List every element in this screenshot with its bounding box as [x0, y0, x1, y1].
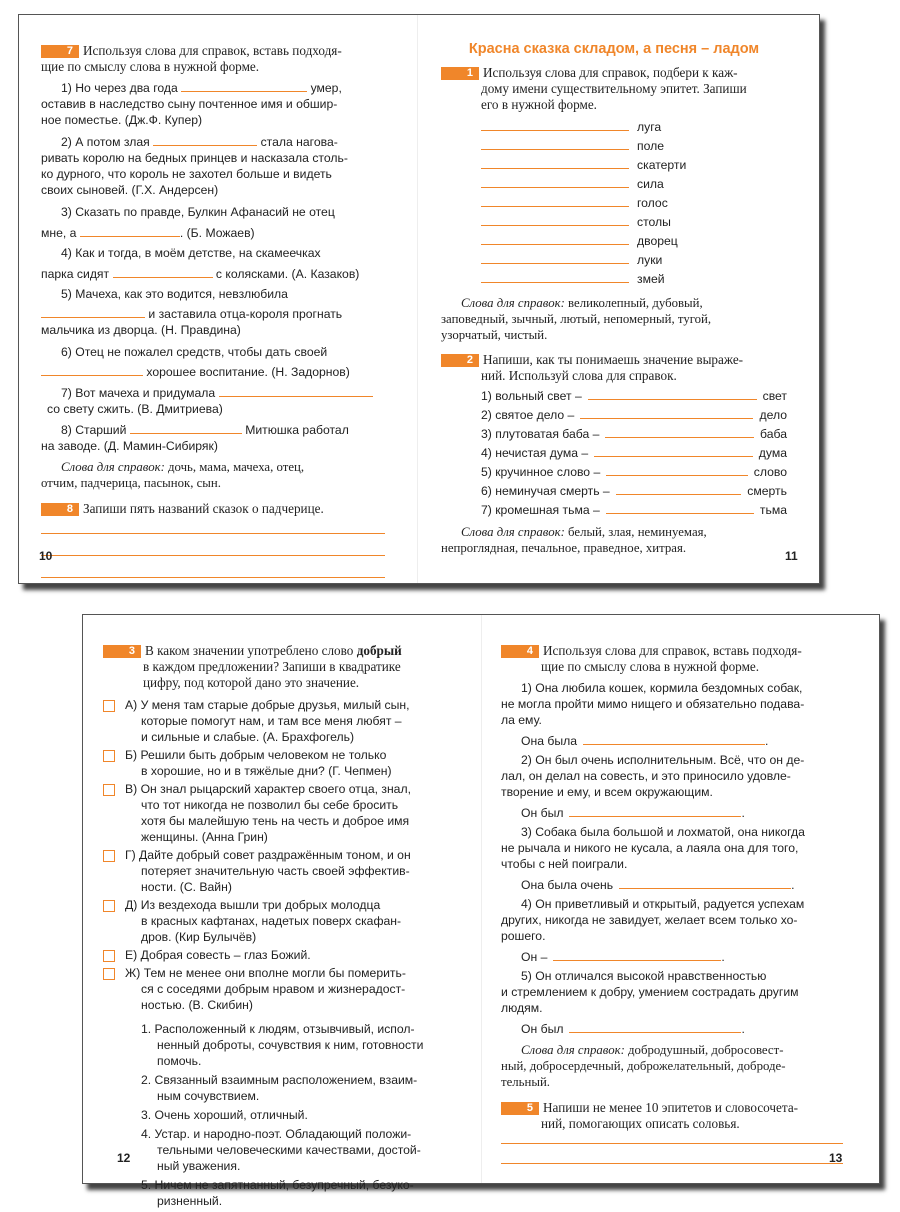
- sentence-line: женщины. (Анна Грин): [141, 830, 268, 844]
- page-12: [83, 615, 481, 1208]
- noun-label: голос: [637, 196, 668, 210]
- phrase-text: 6) неминучая смерть –: [481, 484, 610, 498]
- answer-line[interactable]: [481, 271, 629, 283]
- sentence-line: дров. (Кир Булычёв): [141, 930, 257, 944]
- item-4: 4) Как и тогда, в моём детстве, на скамеечках парка сидят с колясками. (А. Казаков): [41, 246, 360, 281]
- noun-row: [481, 252, 787, 271]
- meaning-item: [141, 1107, 449, 1123]
- noun-row: [481, 214, 787, 233]
- meaning-line: ризненный.: [157, 1194, 223, 1208]
- answer-line[interactable]: [605, 426, 754, 438]
- item-3: 3) Сказать по правде, Булкин Афанасий не отец мне, а . (Б. Можаев): [41, 205, 335, 240]
- gutter: [417, 15, 418, 583]
- answer-prefix: Она была: [521, 734, 578, 748]
- answer-prefix: Она была очень: [521, 878, 614, 892]
- answer-line[interactable]: [588, 388, 757, 400]
- answer-line[interactable]: [153, 134, 257, 146]
- answer-checkbox[interactable]: [103, 950, 115, 962]
- meaning-line: ным сочувствием.: [157, 1089, 260, 1103]
- section-title: Красна сказка складом, а песня – ладом: [468, 41, 760, 57]
- page-10: [19, 15, 417, 583]
- phrase-text: 5) кручинное слово –: [481, 465, 601, 479]
- meaning-item: [141, 1072, 449, 1104]
- page-number: 10: [39, 549, 53, 563]
- phrase-end: тьма: [759, 503, 787, 517]
- answer-line[interactable]: [80, 225, 180, 237]
- sentence-line: Б) Решили быть добрым человеком не только: [125, 748, 387, 762]
- sentence-line: в красных кафтанах, надетых поверх скафан-: [141, 914, 402, 928]
- answer-line[interactable]: [619, 877, 791, 889]
- item-line: 2) Он был очень исполнительным. Всё, что он де-: [521, 753, 805, 767]
- answer-row: [501, 733, 843, 749]
- meaning-item: [141, 1021, 449, 1069]
- phrase-row: [481, 464, 787, 483]
- meaning-line: 1. Расположенный к людям, отзывчивый, испол-: [141, 1022, 415, 1036]
- sentence-item: [103, 781, 449, 845]
- answer-line[interactable]: [616, 483, 742, 495]
- item-6: 6) Отец не пожалел средств, чтобы дать своей хорошее воспитание. (Н. Задорнов): [41, 344, 385, 380]
- answer-line[interactable]: [569, 805, 741, 817]
- phrase-end: дело: [759, 408, 787, 422]
- reference-words: Слова для справок: добродушный, добросовест- ный, добросердечный, доброжелательный, доброде- тельный.: [501, 1043, 786, 1089]
- phrase-text: 3) плутоватая баба –: [481, 427, 600, 441]
- noun-row: [481, 233, 787, 252]
- answer-checkbox[interactable]: [103, 784, 115, 796]
- noun-row: [481, 138, 787, 157]
- answer-checkbox[interactable]: [103, 850, 115, 862]
- noun-label: столы: [637, 215, 671, 229]
- answer-line[interactable]: [481, 119, 629, 131]
- answer-row: [501, 805, 843, 821]
- page-number: 11: [785, 549, 798, 563]
- answer-line[interactable]: [580, 407, 753, 419]
- meaning-line: ненный доброты, сочувствия к ним, готовности: [157, 1038, 424, 1052]
- item-7: 7) Вот мачеха и придумала со свету сжить. (В. Дмитриева): [41, 385, 385, 417]
- answer-line[interactable]: [113, 266, 213, 278]
- item-5: 5) Мачеха, как это водится, невзлюбила и заставила отца-короля прогнать мальчика из дворца. (Н. Правдина): [41, 287, 343, 337]
- phrase-list: [441, 388, 787, 521]
- task-1: 1 Используя слова для справок, подбери к каж- дому имени существительному эпитет. Запиши его в нужной форме.: [441, 65, 787, 113]
- noun-label: поле: [637, 139, 664, 153]
- answer-line[interactable]: [181, 80, 307, 92]
- phrase-text: 2) святое дело –: [481, 408, 575, 422]
- task-3: 3 В каком значении употреблено слово добрый в каждом предложении? Запиши в квадратике цифру, под которой дано это значение.: [103, 643, 449, 691]
- answer-row: [501, 1021, 843, 1037]
- item-line: не рычала и никого не кусала, а лаяла она для того,: [501, 841, 799, 855]
- sentence-item: [103, 897, 449, 945]
- answer-line[interactable]: [569, 1021, 741, 1033]
- answer-checkbox[interactable]: [103, 750, 115, 762]
- writing-line[interactable]: [41, 554, 385, 556]
- answer-prefix: Он был: [521, 1022, 564, 1036]
- exercise-item: [501, 752, 843, 821]
- sentence-line: и сильные и слабые. (А. Брахфогель): [141, 730, 355, 744]
- item-line: и стремлением к добру, умением сострадать другим: [501, 985, 799, 999]
- noun-label: луки: [637, 253, 663, 267]
- answer-line[interactable]: [481, 195, 629, 207]
- spread-pages-12-13: [82, 614, 880, 1208]
- sentence-line: хотя бы малейшую тень на честь и доброе имя: [141, 814, 410, 828]
- sentence-line: потеряет значительную часть своей эффектив-: [141, 864, 410, 878]
- item-1: 1) Но через два года умер, оставив в наследство сыну почтенное имя и обшир- ное поместье. (Дж.Ф. Купер): [41, 81, 342, 127]
- answer-line[interactable]: [481, 233, 629, 245]
- phrase-row: [481, 445, 787, 464]
- answer-line[interactable]: [481, 138, 629, 150]
- sentence-line: которые помогут нам, и там все меня любят –: [141, 714, 402, 728]
- exercise-item: [501, 824, 843, 893]
- sentence-line: ностью. (В. Скибин): [141, 998, 253, 1012]
- spread-pages-10-11: [18, 14, 820, 584]
- meaning-item: [141, 1177, 449, 1209]
- phrase-text: 4) нечистая дума –: [481, 446, 589, 460]
- item-line: 3) Собака была большой и лохматой, она никогда: [521, 825, 805, 839]
- period: .: [721, 950, 725, 964]
- meaning-item: [141, 1126, 449, 1174]
- sentence-line: А) У меня там старые добрые друзья, милый сын,: [125, 698, 410, 712]
- item-8: 8) Старший Митюшка работал на заводе. (Д. Мамин-Сибиряк): [41, 423, 349, 453]
- task-7: 7 Используя слова для справок, вставь подходя- щие по смыслу слова в нужной форме.: [41, 43, 342, 74]
- phrase-end: свет: [762, 389, 787, 403]
- meaning-line: ный уважения.: [157, 1159, 241, 1173]
- exercise-item: [501, 896, 843, 965]
- meaning-line: 5. Ничем не запятнанный, безупречный, безуко-: [141, 1178, 414, 1192]
- task-number: 7: [41, 45, 79, 58]
- noun-label: сила: [637, 177, 664, 191]
- item-line: ла ему.: [501, 713, 542, 727]
- answer-row: [501, 877, 843, 893]
- sentence-line: ся с соседями добрым нравом и жизнерадост-: [141, 982, 406, 996]
- sentence-item: [103, 697, 449, 745]
- period: .: [741, 1022, 745, 1036]
- writing-line[interactable]: [501, 1162, 843, 1164]
- phrase-end: дума: [758, 446, 787, 460]
- noun-row: [481, 119, 787, 138]
- item-line: 1) Она любила кошек, кормила бездомных собак,: [521, 681, 803, 695]
- answer-checkbox[interactable]: [103, 900, 115, 912]
- page-number: 13: [829, 1151, 843, 1165]
- task-4: 4 Используя слова для справок, вставь подходя- щие по смыслу слова в нужной форме.: [501, 643, 843, 675]
- noun-label: змей: [637, 272, 665, 286]
- noun-label: луга: [637, 120, 662, 134]
- sentence-line: ности. (С. Вайн): [141, 880, 232, 894]
- phrase-end: слово: [753, 465, 787, 479]
- answer-prefix: Он был: [521, 806, 564, 820]
- noun-list: [441, 119, 787, 290]
- page-11-content: [441, 41, 787, 556]
- sentence-line: В) Он знал рыцарский характер своего отца, знал,: [125, 782, 411, 796]
- answer-line[interactable]: [481, 252, 629, 264]
- page-12-content: [103, 643, 449, 1212]
- exercise-item: [501, 968, 843, 1037]
- item-line: не могла пройти мимо нищего и обязательно подава-: [501, 697, 805, 711]
- task-2: 2 Напиши, как ты понимаешь значение выраже- ний. Используй слова для справок.: [441, 352, 787, 384]
- meaning-line: 2. Связанный взаимным расположением, взаим-: [141, 1073, 418, 1087]
- reference-words: Слова для справок: дочь, мама, мачеха, отец, отчим, падчерица, пасынок, сын.: [41, 460, 305, 490]
- item-line: других, никогда не завидует, желает всем только хо-: [501, 913, 798, 927]
- reference-words: Слова для справок: белый, злая, неминуемая, непроглядная, печальное, праведное, хитрая.: [441, 525, 707, 555]
- phrase-text: 7) кромешная тьма –: [481, 503, 600, 517]
- exercise-item: [501, 680, 843, 749]
- sentence-item: [103, 747, 449, 779]
- phrase-end: смерть: [747, 484, 787, 498]
- meaning-list: [103, 1021, 449, 1209]
- noun-row: [481, 271, 787, 290]
- phrase-row: [481, 483, 787, 502]
- page-10-content: [41, 43, 385, 578]
- page-13-content: [501, 643, 843, 1164]
- answer-prefix: Он –: [521, 950, 548, 964]
- task-8: 8 Запиши пять названий сказок о падчерице.: [41, 501, 385, 517]
- page-number: 12: [117, 1151, 131, 1165]
- phrase-row: [481, 502, 787, 521]
- phrase-text: 1) вольный свет –: [481, 389, 582, 403]
- meaning-line: 3. Очень хороший, отличный.: [141, 1108, 308, 1122]
- answer-line[interactable]: [481, 157, 629, 169]
- answer-line[interactable]: [41, 364, 143, 376]
- item-line: рошего.: [501, 929, 546, 943]
- sentence-line: Ж) Тем не менее они вполне могли бы померить-: [125, 966, 406, 980]
- sentence-line: Д) Из вездехода вышли три добрых молодца: [125, 898, 381, 912]
- phrase-row: [481, 388, 787, 407]
- answer-checkbox[interactable]: [103, 700, 115, 712]
- answer-line[interactable]: [481, 176, 629, 188]
- task-5: 5 Напиши не менее 10 эпитетов и словосочета- ний, помогающих описать соловья.: [501, 1100, 843, 1132]
- sentence-list: [103, 697, 449, 1013]
- phrase-row: [481, 426, 787, 445]
- writing-line[interactable]: [41, 532, 385, 534]
- item-line: 5) Он отличался высокой нравственностью: [521, 969, 767, 983]
- sentence-item: [103, 847, 449, 895]
- sentence-line: что тот никогда не позволил бы себе бросить: [141, 798, 399, 812]
- noun-label: дворец: [637, 234, 678, 248]
- answer-line[interactable]: [481, 214, 629, 226]
- gutter: [481, 615, 482, 1183]
- answer-line[interactable]: [594, 445, 753, 457]
- answer-line[interactable]: [41, 306, 145, 318]
- sentence-line: в хорошие, но и в тяжёлые дни? (Г. Чепмен): [141, 764, 392, 778]
- meaning-line: помочь.: [157, 1054, 202, 1068]
- noun-label: скатерти: [637, 158, 687, 172]
- phrase-end: баба: [760, 427, 787, 441]
- period: .: [741, 806, 745, 820]
- period: .: [765, 734, 769, 748]
- meaning-line: 4. Устар. и народно-поэт. Обладающий положи-: [141, 1127, 412, 1141]
- answer-line[interactable]: [606, 502, 754, 514]
- sentence-item: [103, 965, 449, 1013]
- period: .: [791, 878, 795, 892]
- noun-row: [481, 195, 787, 214]
- sentence-line: Г) Дайте добрый совет раздражённым тоном, и он: [125, 848, 411, 862]
- item-line: 4) Он приветливый и открытый, радуется успехам: [521, 897, 805, 911]
- meaning-line: тельными человеческими качествами, достой-: [157, 1143, 421, 1157]
- sentence-item: [103, 947, 449, 963]
- sentence-line: Е) Добрая совесть – глаз Божий.: [125, 948, 311, 962]
- item-list: [501, 680, 843, 1037]
- answer-row: [501, 949, 843, 965]
- reference-words: Слова для справок: великолепный, дубовый, заповедный, зычный, лютый, непомерный, тугой, узорчатый, чистый.: [441, 296, 712, 342]
- answer-line[interactable]: [606, 464, 747, 476]
- answer-checkbox[interactable]: [103, 968, 115, 980]
- item-line: чтобы с ней поиграли.: [501, 857, 628, 871]
- writing-line[interactable]: [41, 576, 385, 578]
- answer-line[interactable]: [219, 385, 373, 397]
- noun-row: [481, 157, 787, 176]
- answer-line[interactable]: [553, 949, 721, 961]
- page-13: [483, 615, 883, 1183]
- answer-line[interactable]: [583, 733, 765, 745]
- item-line: людям.: [501, 1001, 543, 1015]
- noun-row: [481, 176, 787, 195]
- writing-line[interactable]: [501, 1142, 843, 1144]
- item-line: лал, он делал на совесть, и это приносило удовле-: [501, 769, 791, 783]
- item-2: 2) А потом злая стала нагова- ривать королю на бедных принцев и насказала столь- ко дурного, что король не захотел больше и видеть своих сыновей. (Г.Х. Андерсен): [41, 135, 348, 197]
- answer-line[interactable]: [130, 422, 242, 434]
- item-line: творение и ему, и всем окружающим.: [501, 785, 713, 799]
- phrase-row: [481, 407, 787, 426]
- page-11: [419, 15, 819, 583]
